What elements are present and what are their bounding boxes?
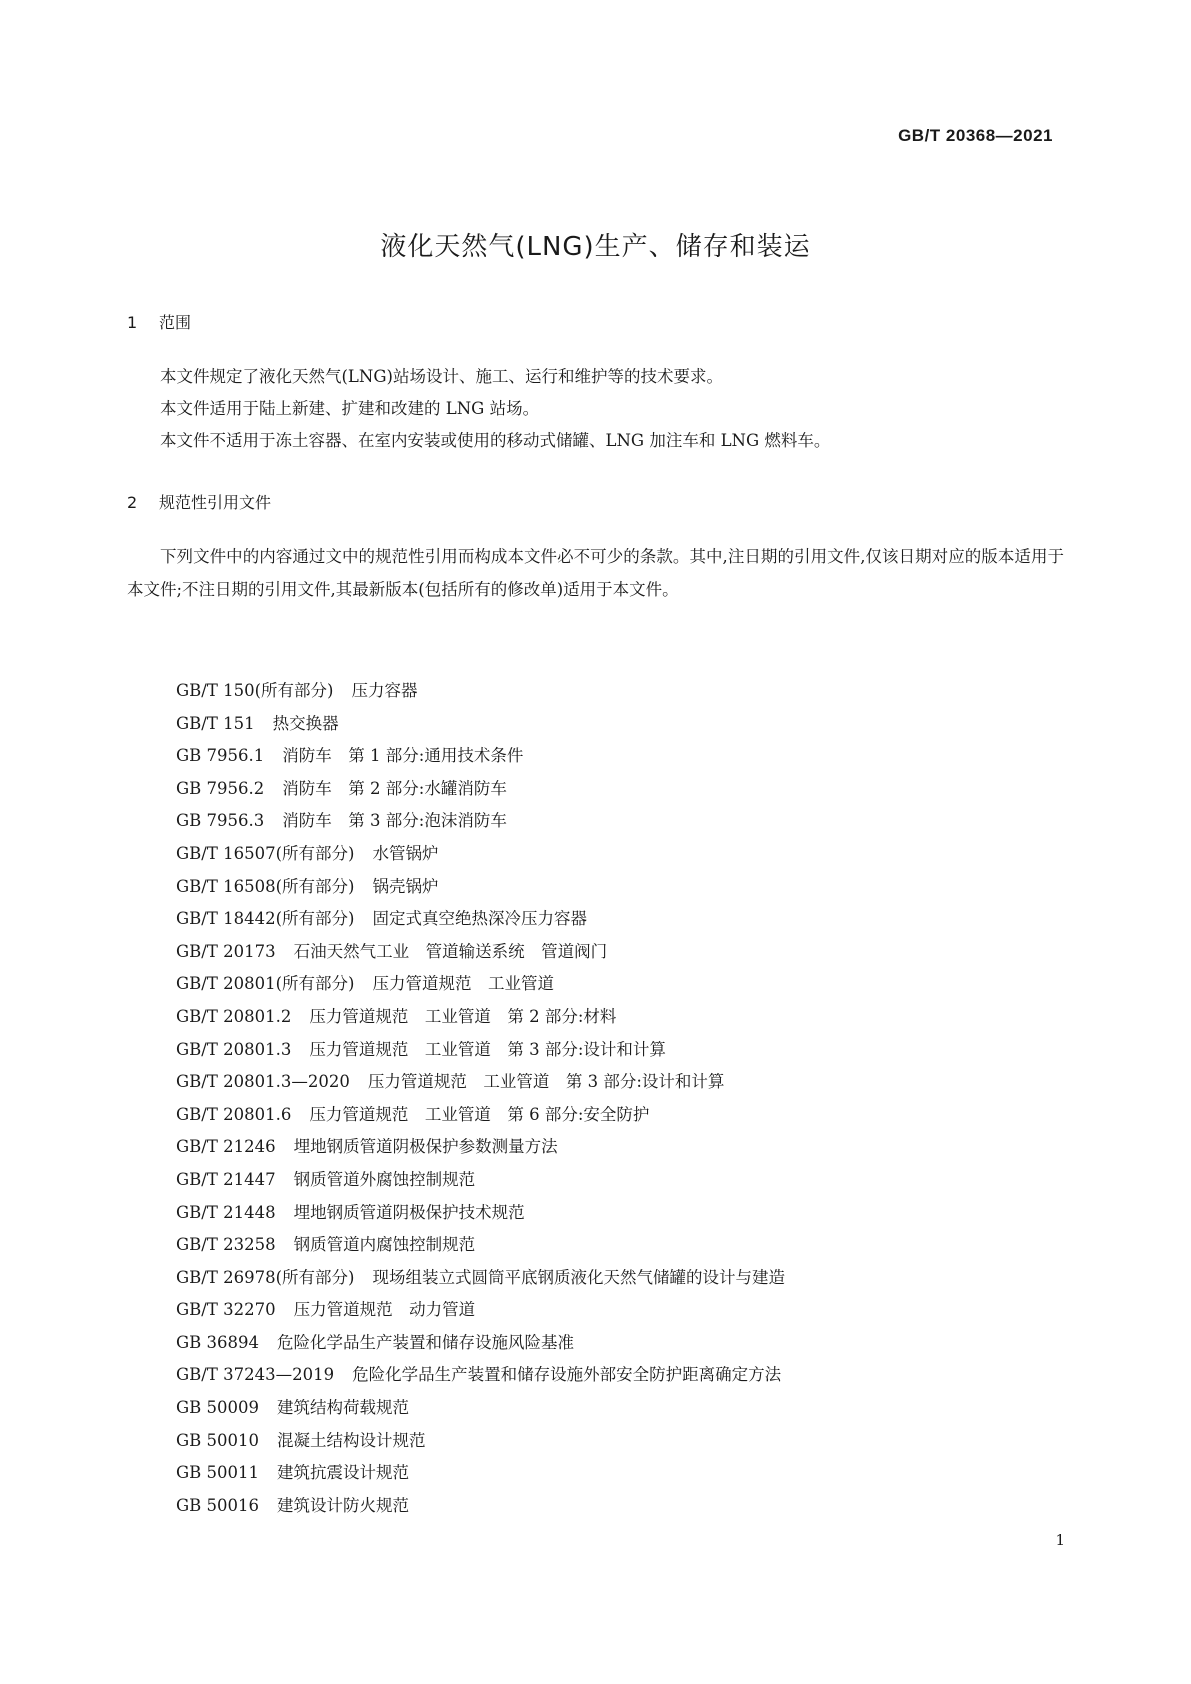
standard-number: GB/T 20368—2021 <box>898 126 1053 145</box>
reference-code: GB 50011 <box>176 1463 260 1483</box>
reference-code: GB 50016 <box>176 1495 260 1515</box>
reference-title: 埋地钢质管道阴极保护参数测量方法 <box>293 1137 558 1157</box>
reference-title: 压力管道规范 工业管道 第 3 部分:设计和计算 <box>309 1039 666 1059</box>
reference-title: 危险化学品生产装置和储存设施外部安全防护距离确定方法 <box>352 1365 782 1385</box>
reference-item <box>176 903 785 936</box>
reference-item <box>176 871 785 904</box>
reference-item <box>176 1001 785 1034</box>
reference-title: 压力容器 <box>351 681 418 700</box>
reference-code: GB/T 16508(所有部分) <box>176 876 355 896</box>
reference-item <box>176 1327 785 1360</box>
reference-code: GB 7956.1 <box>176 746 265 766</box>
page-number: 1 <box>1055 1531 1065 1549</box>
section-1-paragraph-2: 本文件适用于陆上新建、扩建和改建的 LNG 站场。 <box>160 399 540 418</box>
section-1-heading <box>127 310 191 333</box>
reference-code: GB/T 151 <box>176 713 255 733</box>
reference-code: GB 7956.3 <box>176 811 265 831</box>
reference-item <box>176 1034 785 1067</box>
reference-title: 建筑抗震设计规范 <box>277 1463 410 1483</box>
normative-reference-list <box>176 675 785 1522</box>
reference-item <box>176 1457 785 1490</box>
reference-code: GB/T 20801.2 <box>176 1006 292 1026</box>
reference-title: 钢质管道外腐蚀控制规范 <box>293 1169 476 1189</box>
reference-item <box>176 1197 785 1230</box>
reference-item <box>176 1392 785 1425</box>
reference-item <box>176 1294 785 1327</box>
reference-title: 压力管道规范 动力管道 <box>293 1300 476 1320</box>
reference-item <box>176 675 785 708</box>
reference-item <box>176 1131 785 1164</box>
reference-item <box>176 708 785 741</box>
reference-code: GB/T 23258 <box>176 1235 276 1255</box>
reference-title: 压力管道规范 工业管道 第 3 部分:设计和计算 <box>367 1072 725 1092</box>
reference-item <box>176 1066 785 1099</box>
reference-title: 危险化学品生产装置和储存设施风险基准 <box>277 1332 575 1352</box>
reference-code: GB/T 150(所有部分) <box>176 681 334 700</box>
reference-item <box>176 936 785 969</box>
reference-item <box>176 1490 785 1523</box>
reference-title: 现场组装立式圆筒平底钢质液化天然气储罐的设计与建造 <box>372 1267 785 1287</box>
reference-title: 混凝土结构设计规范 <box>277 1430 426 1450</box>
reference-title: 消防车 第 1 部分:通用技术条件 <box>282 746 524 766</box>
section-2-intro: 下列文件中的内容通过文中的规范性引用而构成本文件必不可少的条款。其中,注日期的引用文件,仅该日期对应的版本适用于本文件;不注日期的引用文件,其最新版本(包括所有的修改单)适用于本文件。 <box>127 547 1064 599</box>
section-2-number: 2 <box>127 493 138 512</box>
reference-title: 钢质管道内腐蚀控制规范 <box>293 1235 476 1255</box>
reference-code: GB 7956.2 <box>176 778 265 798</box>
reference-title: 建筑结构荷载规范 <box>277 1398 410 1418</box>
reference-item <box>176 1359 785 1392</box>
reference-code: GB/T 20173 <box>176 941 276 961</box>
reference-title: 锅壳锅炉 <box>372 876 439 896</box>
reference-item <box>176 805 785 838</box>
reference-title: 热交换器 <box>272 713 339 733</box>
reference-code: GB/T 20801.3—2020 <box>176 1072 350 1092</box>
section-1-paragraph-3: 本文件不适用于冻土容器、在室内安装或使用的移动式储罐、LNG 加注车和 LNG 燃料车。 <box>160 431 831 450</box>
reference-code: GB 36894 <box>176 1332 260 1352</box>
reference-code: GB/T 21448 <box>176 1202 276 1222</box>
reference-code: GB/T 18442(所有部分) <box>176 909 355 929</box>
reference-title: 压力管道规范 工业管道 第 6 部分:安全防护 <box>309 1104 650 1124</box>
reference-item <box>176 1164 785 1197</box>
reference-title: 消防车 第 3 部分:泡沫消防车 <box>282 811 507 831</box>
section-2-title: 规范性引用文件 <box>159 493 272 512</box>
section-1-paragraph-1: 本文件规定了液化天然气(LNG)站场设计、施工、运行和维护等的技术要求。 <box>160 367 723 386</box>
reference-title: 消防车 第 2 部分:水罐消防车 <box>282 778 507 798</box>
reference-item <box>176 1262 785 1295</box>
reference-item <box>176 838 785 871</box>
reference-item <box>176 773 785 806</box>
section-1-number: 1 <box>127 313 138 332</box>
reference-title: 固定式真空绝热深冷压力容器 <box>372 909 587 929</box>
reference-item <box>176 1229 785 1262</box>
reference-title: 建筑设计防火规范 <box>277 1495 410 1515</box>
reference-code: GB/T 32270 <box>176 1300 276 1320</box>
reference-title: 石油天然气工业 管道输送系统 管道阀门 <box>293 941 608 961</box>
reference-code: GB/T 37243—2019 <box>176 1365 335 1385</box>
reference-title: 埋地钢质管道阴极保护技术规范 <box>293 1202 525 1222</box>
reference-code: GB/T 16507(所有部分) <box>176 843 355 863</box>
section-2-heading <box>127 490 271 513</box>
reference-code: GB/T 21246 <box>176 1137 276 1157</box>
reference-title: 压力管道规范 工业管道 <box>372 974 554 994</box>
section-1-title: 范围 <box>159 313 192 332</box>
reference-code: GB/T 26978(所有部分) <box>176 1267 355 1287</box>
reference-code: GB/T 20801(所有部分) <box>176 974 355 994</box>
reference-item <box>176 1099 785 1132</box>
reference-code: GB/T 20801.6 <box>176 1104 292 1124</box>
reference-code: GB 50009 <box>176 1398 260 1418</box>
reference-title: 压力管道规范 工业管道 第 2 部分:材料 <box>309 1006 617 1026</box>
reference-code: GB 50010 <box>176 1430 260 1450</box>
reference-item <box>176 740 785 773</box>
reference-item <box>176 1425 785 1458</box>
reference-code: GB/T 20801.3 <box>176 1039 292 1059</box>
reference-code: GB/T 21447 <box>176 1169 276 1189</box>
reference-title: 水管锅炉 <box>372 843 439 863</box>
document-title: 液化天然气(LNG)生产、储存和装运 <box>380 232 811 262</box>
reference-item <box>176 968 785 1001</box>
